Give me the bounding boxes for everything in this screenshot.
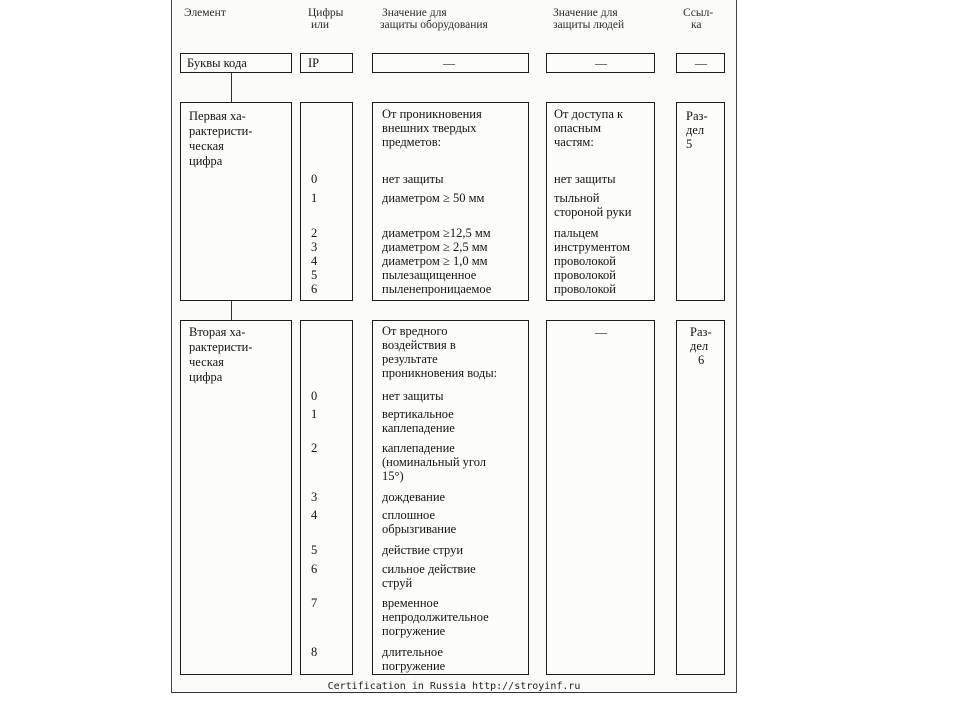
first-digit-equipment-2: диаметром ≥12,5 мм: [382, 226, 491, 240]
second-digit-equipment-7c: погружение: [382, 624, 446, 638]
footer-source: Certification in Russia http://stroyinf.ru: [327, 681, 581, 692]
first-digit-equipment-heading-3: предметов:: [382, 135, 442, 149]
second-digit-ref-2: дел: [690, 339, 709, 353]
second-digit-6: 6: [311, 562, 318, 576]
header-people-1: Значение для: [553, 7, 618, 19]
first-digit-people-5: проволокой: [554, 268, 616, 282]
second-digit-label-3: ческая: [189, 355, 224, 369]
second-digit-equipment-8b: погружение: [382, 659, 446, 673]
code-equipment-dash: —: [443, 56, 455, 70]
second-digit-7: 7: [311, 596, 318, 610]
code-letters-box: [180, 53, 292, 73]
header-equipment-1: Значение для: [382, 7, 447, 19]
first-digit-people-heading-1: От доступа к: [554, 107, 624, 121]
first-digit-people-box: [546, 102, 655, 301]
second-digit-people-dash: —: [595, 325, 607, 339]
first-digit-equipment-heading-1: От проникновения: [382, 107, 482, 121]
second-digit-label-1: Вторая ха-: [189, 325, 246, 339]
first-digit-4: 4: [311, 254, 318, 268]
second-digit-ref-1: Раз-: [690, 325, 712, 339]
first-digit-ref-box: [676, 102, 725, 301]
first-digit-3: 3: [311, 240, 318, 254]
first-digit-element-box: [180, 102, 292, 301]
header-ref-2: ка: [691, 19, 702, 31]
code-people-box: [546, 53, 655, 73]
first-digit-label-2: рактеристи-: [189, 124, 253, 138]
second-digit-equipment-1b: каплепадение: [382, 421, 455, 435]
header-element: Элемент: [184, 7, 226, 19]
header-ref-1: Ссыл-: [683, 7, 714, 19]
second-digit-equipment-5: действие струи: [382, 543, 464, 557]
first-digit-people-heading-2: опасным: [554, 121, 602, 135]
second-digit-equipment-6b: струй: [382, 576, 413, 590]
first-digit-2: 2: [311, 226, 318, 240]
second-digit-2: 2: [311, 441, 318, 455]
second-digit-equipment-8a: длительное: [382, 645, 443, 659]
second-digit-equipment-4b: обрызгивание: [382, 522, 457, 536]
second-digit-equipment-heading-2: воздействия в: [382, 338, 456, 352]
first-digit-1: 1: [311, 191, 318, 205]
header-equipment-2: защиты оборудования: [380, 19, 488, 31]
header-people-2: защиты людей: [553, 19, 625, 31]
second-digit-equipment-0: нет защиты: [382, 389, 444, 403]
second-digit-equipment-heading-4: проникновения воды:: [382, 366, 498, 380]
first-digit-equipment-box: [372, 102, 529, 301]
second-digit-equipment-heading-3: результате: [382, 352, 438, 366]
first-digit-label-1: Первая ха-: [189, 109, 246, 123]
first-digit-people-1b: стороной руки: [554, 205, 632, 219]
first-digit-people-6: проволокой: [554, 282, 616, 296]
second-digit-equipment-2c: 15°): [382, 469, 404, 483]
connector-line: [231, 73, 232, 102]
second-digit-equipment-heading-1: От вредного: [382, 324, 448, 338]
first-digit-label-3: ческая: [189, 139, 224, 153]
first-digit-people-4: проволокой: [554, 254, 616, 268]
second-digit-label-2: рактеристи-: [189, 340, 253, 354]
second-digit-3: 3: [311, 490, 318, 504]
second-digit-label-4: цифра: [189, 370, 223, 384]
second-digit-0: 0: [311, 389, 318, 403]
second-digit-ref-3: 6: [698, 353, 705, 367]
second-digit-equipment-2b: (номинальный угол: [382, 455, 487, 469]
second-digit-equipment-2a: каплепадение: [382, 441, 455, 455]
first-digit-people-heading-3: частям:: [554, 135, 594, 149]
second-digit-equipment-1a: вертикальное: [382, 407, 454, 421]
second-digit-digits-box: [300, 320, 353, 675]
second-digit-8: 8: [311, 645, 318, 659]
second-digit-equipment-3: дождевание: [382, 490, 446, 504]
second-digit-equipment-7a: временное: [382, 596, 439, 610]
connector-line: [231, 301, 232, 320]
header-digits-1: Цифры: [308, 7, 344, 19]
second-digit-equipment-6a: сильное действие: [382, 562, 476, 576]
first-digit-0: 0: [311, 172, 318, 186]
first-digit-people-2: пальцем: [554, 226, 599, 240]
code-digits-value: IP: [308, 56, 320, 70]
first-digit-equipment-6: пыленепроницаемое: [382, 282, 492, 296]
code-equipment-box: [372, 53, 529, 73]
first-digit-label-4: цифра: [189, 154, 223, 168]
first-digit-people-1a: тыльной: [554, 191, 600, 205]
code-ref-dash: —: [695, 56, 707, 70]
second-digit-5: 5: [311, 543, 318, 557]
first-digit-digits-box: [300, 102, 353, 301]
first-digit-equipment-heading-2: внешних твердых: [382, 121, 477, 135]
first-digit-ref-1: Раз-: [686, 109, 708, 123]
code-letters-label: Буквы кода: [187, 56, 247, 70]
first-digit-5: 5: [311, 268, 318, 282]
code-people-dash: —: [595, 56, 607, 70]
first-digit-equipment-1: диаметром ≥ 50 мм: [382, 191, 485, 205]
second-digit-equipment-box: [372, 320, 529, 675]
first-digit-equipment-5: пылезащищенное: [382, 268, 477, 282]
second-digit-equipment-7b: непродолжительное: [382, 610, 489, 624]
second-digit-4: 4: [311, 508, 318, 522]
first-digit-equipment-0: нет защиты: [382, 172, 444, 186]
code-digits-box: [300, 53, 353, 73]
second-digit-1: 1: [311, 407, 318, 421]
first-digit-6: 6: [311, 282, 318, 296]
second-digit-element-box: [180, 320, 292, 675]
first-digit-equipment-3: диаметром ≥ 2,5 мм: [382, 240, 488, 254]
first-digit-people-0: нет защиты: [554, 172, 616, 186]
header-digits-2: или: [311, 19, 330, 31]
first-digit-people-3: инструментом: [554, 240, 631, 254]
second-digit-ref-box: [676, 320, 725, 675]
first-digit-ref-2: дел: [686, 123, 705, 137]
first-digit-equipment-4: диаметром ≥ 1,0 мм: [382, 254, 488, 268]
second-digit-equipment-4a: сплошное: [382, 508, 435, 522]
second-digit-people-box: [546, 320, 655, 675]
code-ref-box: [676, 53, 725, 73]
first-digit-ref-3: 5: [686, 137, 693, 151]
